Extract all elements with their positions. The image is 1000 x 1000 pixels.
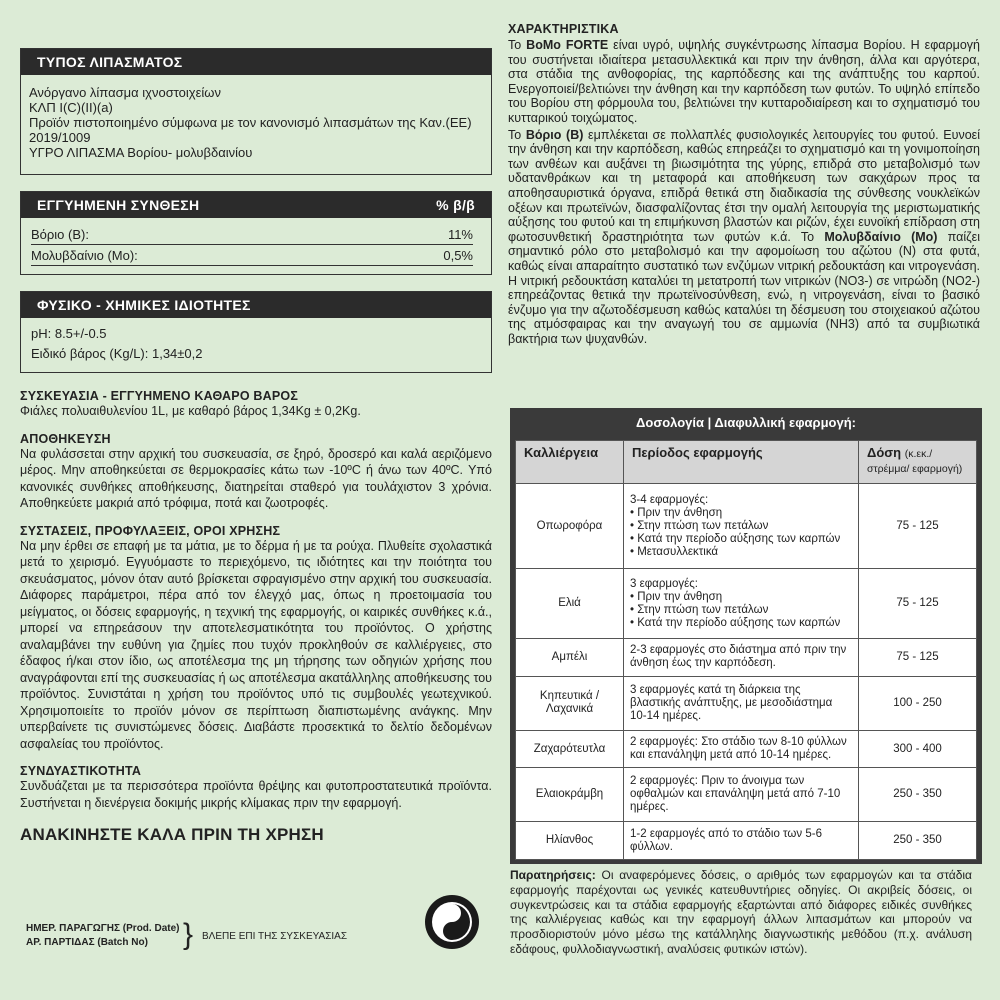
table-row: Αμπέλι 2-3 εφαρμογές στο διάστημα από πριν την άνθηση έως την καρπόδεση. 75 - 125 bbox=[516, 639, 977, 677]
composition-unit: % β/β bbox=[436, 197, 475, 213]
compatibility-text: Συνδυάζεται με τα περισσότερα προϊόντα θρέψης και φυτοπροστατευτικά προϊόντα. Συστήνεται η διενέργεια δοκιμής μικρής κλίμακας πριν την εφαρμογή. bbox=[20, 779, 492, 810]
packaging-text: Φιάλες πολυαιθυλενίου 1L, με καθαρό βάρος 1,34Kg ± 0,2Kg. bbox=[20, 404, 361, 418]
right-column bbox=[508, 22, 980, 346]
header-dose: Δόση (κ.εκ./ στρέμμα/ εφαρμογή) bbox=[859, 441, 977, 484]
properties-title: ΦΥΣΙΚΟ - ΧΗΜΙΚΕΣ ΙΔΙΟΤΗΤΕΣ bbox=[21, 292, 491, 318]
prod-date-label: ΗΜΕΡ. ΠΑΡΑΓΩΓΗΣ (Prod. Date) bbox=[26, 923, 180, 934]
storage-section bbox=[20, 432, 492, 512]
composition-title: ΕΓΓΥΗΜΕΝΗ ΣΥΝΘΕΣΗ % β/β bbox=[21, 192, 491, 218]
type-line: Προϊόν πιστοποιημένο σύμφωνα με τον κανονισμό λιπασμάτων της Καν.(ΕΕ) 2019/1009 bbox=[29, 115, 472, 145]
property-line: Ειδικό βάρος (Kg/L): 1,34±0,2 bbox=[31, 346, 203, 361]
property-line: pH: 8.5+/-0.5 bbox=[31, 326, 107, 341]
fertilizer-type-box bbox=[20, 48, 492, 175]
composition-box bbox=[20, 191, 492, 275]
shake-warning: ΑΝΑΚΙΝΗΣΤΕ ΚΑΛΑ ΠΡΙΝ ΤΗ ΧΡΗΣΗ bbox=[20, 825, 324, 844]
batch-no-label: ΑΡ. ΠΑΡΤΙΔΑΣ (Batch No) bbox=[26, 937, 148, 948]
storage-title: ΑΠΟΘΗΚΕΥΣΗ bbox=[20, 431, 111, 446]
storage-text: Να φυλάσσεται στην αρχική του συσκευασία, σε ξηρό, δροσερό και καλά αεριζόμενο μέρος. Μην αποθηκεύεται σε θερμοκρασίες κάτω των -10ºC ή άνω των 40ºC. Υπό κανονικές συνθήκες αποθήκευσης, διατηρείται σταθερό για τουλάχιστον 3 χρόνια. Αποθηκεύετε μακριά από τρόφιμα, ποτά και ζωοτροφές. bbox=[20, 446, 492, 510]
brace-icon: } bbox=[183, 918, 194, 951]
table-row: Οπωροφόρα 3-4 εφαρμογές: • Πριν την άνθηση • Στην πτώση των πετάλων • Κατά την περίοδο αύξησης των καρπών • Μετασυλλεκτικά 75 - 125 bbox=[516, 484, 977, 569]
compatibility-section bbox=[20, 764, 492, 811]
dosage-header-row bbox=[516, 441, 977, 484]
table-row: Ηλίανθος 1-2 εφαρμογές από το στάδιο των 5-6 φύλλων. 250 - 350 bbox=[516, 822, 977, 860]
header-crop: Καλλιέργεια bbox=[516, 441, 624, 484]
packaging-title: ΣΥΣΚΕΥΑΣΙΑ - ΕΓΓΥΗΜΕΝΟ ΚΑΘΑΡΟ ΒΑΡΟΣ bbox=[20, 389, 299, 403]
dosage-table-frame bbox=[510, 436, 982, 864]
table-row: Ελιά 3 εφαρμογές: • Πριν την άνθηση • Στην πτώση των πετάλων • Κατά την περίοδο αύξησης των καρπών 75 - 125 bbox=[516, 569, 977, 639]
characteristics-p2: Το Βόριο (Β) εμπλέκεται σε πολλαπλές φυσιολογικές λειτουργίες του φυτού. Ευνοεί την άνθηση και την καρπόδεση, καθώς επηρεάζει το σχηματισμό και τη γονιμοποίηση των ανθέων και αυξάνει τη βιωσιμότητα της γύρης, επιδρά στο μεταβολισμό των υδατανθράκων και τη μεταφορά και αποθήκευση των σακχάρων προς τα αποθησαυριστικά όργανα, επιδρά θετικά στη διαδικασία της σύνθεσης νουκλεϊκών οξέων και πρωτεϊνών, διασφαλίζοντας έτσι την ομαλή λειτουργία της μεριστωματικής αύξησης του φυτού και τη επιμήκυνση βλαστών και ριζών, έχει ευνοϊκή επίδραση στη φωτοσυνθετική δραστηριότητα των φυτών κ.ά. Το Μολυβδαίνιο (Mo) παίζει σημαντικό ρόλο στο μεταβολισμό και την αφομοίωση του αζώτου (N) στα φυτά, καθώς είναι απαραίτητο συστατικό των ενζύμων νιτρική ρεδουκτάση και νιτρογενάση. Η νιτρική ρεδουκτάση καταλύει τη μετατροπή των νιτρικών (NO3-) σε νιτρώδη (NO2-) επηρεάζοντας θετικά την πρωτεϊνοσύνθεση, ενώ, η νιτρογενάση, είναι το βασικό ένζυμο για την αζωτοδέσμευση καθώς καταλύει τη δέσμευση του στοιχειακού αζώτου της ατμόσφαιρας και την αναγωγή του σε αμμωνία (NH3) από τα συμβιωτικά βακτήρια των ψυχανθών. bbox=[508, 127, 981, 346]
composition-row: Μολυβδαίνιο (Mo): 0,5% bbox=[31, 245, 473, 266]
composition-row: Βόριο (Β): 11% bbox=[31, 224, 473, 245]
precautions-section bbox=[20, 524, 492, 753]
characteristics-p1: Το BoMo FORTE είναι υγρό, υψηλής συγκέντρωσης λίπασμα Βορίου. Η εφαρμογή του συστήνεται ιδιαίτερα μετασυλλεκτικά και πριν την άνθηση, άλλα και αργότερα, στα στάδια της ανθοφορίας, της καρπόδεσης και της ανάπτυξης του καρπού. Ενεργοποιεί/βελτιώνει την άνθηση και την καρπόδεση των φυτών. Το υψηλό επίπεδο του Βορίου στη φόρμουλα του, βελτιώνει την κυτταροδιαίρεση και το σχηματισμό του κυτταρικού τοιχώματος. bbox=[508, 38, 981, 125]
type-line: ΥΓΡΟ ΛΙΠΑΣΜΑ Βορίου- μολυβδαινίου bbox=[29, 145, 253, 160]
precautions-title: ΣΥΣΤΑΣΕΙΣ, ΠΡΟΦΥΛΑΞΕΙΣ, ΟΡΟΙ ΧΡΗΣΗΣ bbox=[20, 523, 281, 538]
green-dot-recycle-icon bbox=[425, 895, 479, 949]
header-period: Περίοδος εφαρμογής bbox=[624, 441, 859, 484]
precautions-text: Να μην έρθει σε επαφή με τα μάτια, με το δέρμα ή με τα ρούχα. Πλυθείτε σχολαστικά μετά το χειρισμό. Εγγυόμαστε το περιεχόμενο, τις ιδιότητες και την ποιότητα του σκευάσματος, μόνον όταν αυτό βρίσκεται σφραγισμένο στην αρχική του συσκευασία. Διάφορες παράμετροι, πέρα από τον έλεγχό μας, όπως η προετοιμασία του μείγματος, οι δόσεις εφαρμογής, η τεχνική της εφαρμογής, οι καιρικές συνθήκες κ.ά., μπορεί να επηρεάσουν την αποτελεσματικότητα του προϊόντος. Ο χρήστης αναλαμβάνει την ευθύνη για ζημίες που τυχόν προκληθούν σε καλλιέργειες, στο έδαφος ή/και στον ίδιο, ως αποτέλεσμα της μη τήρησης των οδηγιών χρήσης που αναγράφονται επί της συσκευασίας ή ως αποτέλεσμα ακατάλληλης αποθήκευσης του προϊόντος. Συνιστάται η χρήση του προϊόντος υπό τις συμβουλές γεωτεχνικού. Χρησιμοποιείτε το προϊόν μόνον σε περίπτωση διαπιστωμένης ανάγκης. Μην υπερβαίνετε τις συνιστώμενες δόσεις. Διαβάστε προσεκτικά το δελτίο δεδομένων ασφαλείας του προϊόντος. bbox=[20, 538, 492, 751]
table-row: Ζαχαρότευτλα 2 εφαρμογές: Στο στάδιο των 8-10 φύλλων και επανάληψη μετά από 10-14 ημέρες. 300 - 400 bbox=[516, 730, 977, 768]
type-line: Ανόργανο λίπασμα ιχνοστοιχείων bbox=[29, 85, 221, 100]
dosage-title: Δοσολογία | Διαφυλλική εφαρμογή: bbox=[510, 408, 982, 436]
see-package-note: ΒΛΕΠΕ ΕΠΙ ΤΗΣ ΣΥΣΚΕΥΑΣΙΑΣ bbox=[202, 931, 348, 942]
batch-info bbox=[26, 922, 179, 950]
compatibility-title: ΣΥΝΔΥΑΣΤΙΚΟΤΗΤΑ bbox=[20, 764, 142, 778]
properties-box bbox=[20, 291, 492, 373]
table-row: Ελαιοκράμβη 2 εφαρμογές: Πριν το άνοιγμα των οφθαλμών και επανάληψη μετά από 7-10 ημέρες. 250 - 350 bbox=[516, 768, 977, 822]
table-row: Κηπευτικά / Λαχανικά 3 εφαρμογές κατά τη διάρκεια της βλαστικής ανάπτυξης, με μεσοδιάστημα 10-14 ημέρες. 100 - 250 bbox=[516, 676, 977, 730]
fertilizer-type-title: ΤΥΠΟΣ ΛΙΠΑΣΜΑΤΟΣ bbox=[21, 49, 491, 75]
remarks bbox=[510, 868, 972, 957]
characteristics-title: ΧΑΡΑΚΤΗΡΙΣΤΙΚΑ bbox=[508, 22, 619, 36]
remarks-text: Οι αναφερόμενες δόσεις, ο αριθμός των εφαρμογών και τα στάδια εφαρμογής παρέχονται ως γενικές κατευθυντήριες οδηγίες. Οι ακριβείς δόσεις, οι συγκεντρώσεις και τα στάδια εφαρμογής εξαρτώνται από διάφορες ειδικές συνθήκες της καλλιέργειας καθώς και την εφαρμογή άλλων λιπασμάτων και μπορούν να προσδιοριστούν μόνο μέσω της κατάλληλης διαγνωστικής μεθόδου (π.χ. ανάλυση εδάφους, φυλλοδιαγνωστική, αναλύσεις φυτικών ιστών). bbox=[510, 868, 972, 956]
brand-name: BoMo FORTE bbox=[526, 38, 609, 52]
packaging-section bbox=[20, 389, 492, 420]
remarks-label: Παρατηρήσεις: bbox=[510, 868, 596, 882]
left-column bbox=[20, 48, 492, 845]
dosage-table bbox=[515, 440, 977, 860]
type-line: ΚΛΠ Ι(C)(II)(a) bbox=[29, 100, 113, 115]
